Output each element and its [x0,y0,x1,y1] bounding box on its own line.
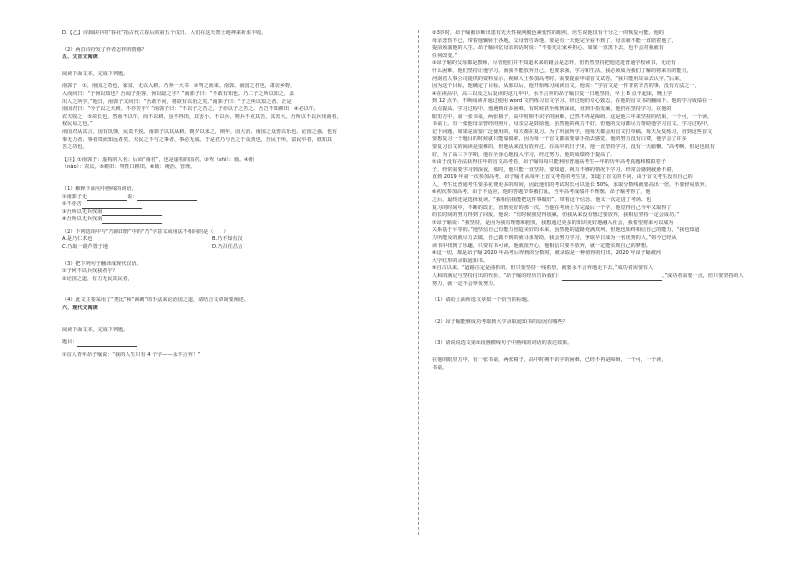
passage-line: ⑧这一切，都是昂子喻 2020 年高考后得到的分数时，被录取是一种值得的付出，2020 年昂子喻被河 [432,250,661,257]
instruction-text: 阅读下面文本，完成下列题。 [62,326,129,333]
passage-line: 记下问题，如果是需要广泛使用的，每天都在复习。为了巩固所学，他每天都会用盲文打草稿，每天反复练习，直到这些盲文 [432,128,713,135]
option-c[interactable]: C.乃取一葫芦置于地 [62,244,108,251]
question-item: ②不亦苦 [62,201,407,209]
passage-line: ①盲人青年昂子喻说：“我的人生只有 4 个字——永不言弃！” [62,351,201,358]
question-item: ②论国之道，有力无民其民者， [62,275,133,282]
question-text: （2）昂子喻能够成功考取到大学录取通知书的原因有哪些？ [432,318,568,325]
passage-line: 母亲悲伤不已，带着他辗转于各地。父母曾告诉他，要是有一天他完全看不到了，母亲就不能一直陪着他了， [432,37,677,44]
passage-line: 事无力者，事者贵而知远者矣，夫民之不与之事者，事必无成。于是君乃与吾之于众善也，吾民于所，富民中者，谁知其 [62,136,332,143]
passage-line: 苦之功也。 [62,144,88,151]
passage-line: 的长时间的努力得到了回报，他说：“有时候我觉得很累，但我从来没有想过要放弃，我相信坚持一定会成功。” [432,212,680,219]
question-item: ③吾所以无兵伐南 [62,209,407,217]
passage-line: 南郭子 ①，南国之奇也，家贫，无以入耕，乃奔一大书 ②驾之而来。南郭、南国之君也，肃访乡野， [62,83,296,90]
question-text: （2）下列选项中与“乃除田野”中的“乃”字意义或用法不相同的是（ ） [62,228,229,235]
passage-line: ③昂子喻的父母都是教师，尽管他们并不知道未来的路会是怎样，但仍然坚持把他送进普通学校读书，无论有 [432,60,676,67]
question-text: （2）两首诗抒发了作者怎样的情感？ [62,46,147,53]
left-column [62,30,407,359]
option-d[interactable]: D.乃召任昌言 [212,244,244,251]
passage-line: 眼里方中，第一张书桌，两张椅子，高中时期不识字的困难，已然不再是障碍。这是他三年来坚持的结果，一个可，一个读， [432,113,713,120]
passage-line: 书桌上，有一张他母亲曾经的照片，母亲总是鼓励他，虽然他的视力不好，但他的父母都尽力帮助他学习盲文。学习过程中， [432,121,713,128]
text-line: D.【乙】诗颈联中的“春社”指古代立春后的第五个戊日，人们在这天祭土地神来祈求丰收。 [62,30,267,36]
question-text: （3）请说说选文第⑤段画横线句子中画线的词语的表达效果。 [432,340,573,347]
passage-line: 复习的时间中，不断的改正，直到更好的那一次，当他在考场上写完最后一个字，他觉得自己今年又取得了 [432,204,672,211]
options-row [62,244,407,252]
title-line: 题目： [62,339,407,347]
passage-line: 关系基于平等的。”他坚信自己有能力创造美好的未来，虽然他的道路充满坎坷，但他也始终相信自己的能力，“我也知道 [432,227,700,234]
passage-line: 因为这个目标，他确定了目标。从那以后，他开始练习阅读盲文。他说：“学盲文是一件非常辛苦的事，没有方法之一， [432,83,700,90]
instruction-text: 阅读下面文本，完成下列题。 [62,70,129,77]
passage-line: 要复习盲文的阅读是很难的，但他从来没有放弃过。在高中的日子里，他一直坚持学习，没有一天偷懒。“高考啊，但是也很有 [432,143,715,150]
passage-line: 人和的满足与坚持付出的代价，“昂子喻的经历告诉我们： 。”成功者需要一点，但只要坚持的人 [432,273,744,279]
question-item: ①南郭子无 说： [62,194,407,202]
question-text: （1）请给上面所选文章拟一个恰当的标题。 [432,297,533,304]
column-divider [418,30,419,535]
passage-line: 大学红形的录取通知书。 [432,257,489,264]
question-text: （4）此文主要采用了“类比”和“讽刺”的手法来论治国之道，请结合文章简要阐述。 [62,297,249,304]
passage-line: 之后，最终还是选择复读。“我相信我能把这件事做好”，带着这个信念，他又一次走进了考场。也 [432,197,652,204]
passage-line: 入而问曰：“子何以知也？吾闻子拒客，何以隐之乎？”南郭子曰：“不敢有知也。乃二子之所以知之，盖 [62,90,295,97]
passage-line: 提前预演他的人生。昂子喻回忆母亲的话时说：“不要先让家乡担心，如果一直黑下去，也不会对我就有 [432,45,664,52]
passage-line: ⑨自古以来，“道路注定是曲折的，但只要坚持一线希望，就要永不言弃地走下去。”成功者需要有人 [432,265,654,272]
answer-blank [137,195,197,201]
passage-line: 人，考生比普通考生要多花费更多的时间，因此他们的考试时长可以延长 50%，求取分数线就要高出一倍，不要轻易放弃。 [432,181,710,188]
answer-blank [102,218,162,224]
right-column [432,30,777,372]
passage-line: 南国君曰：“今子以之天耕，不亦苦乎？”南郭子曰：“不以子之苦之，子亦以子之苦之。吾岂不知耕田 ④必以牛， [62,106,319,113]
answer-blank [77,341,137,347]
options-row [62,236,407,244]
section-heading: 六、现代文阅读 [62,305,98,312]
question-text: （3）把下列句子翻译成现代汉语。 [62,260,142,267]
passage-line: 点点提高。学习过程中，他遇到许多困难，有时候甚至练到深夜，直到手指发麻，他仍在坚持学习。在他的 [432,105,672,112]
section-heading: 五、文言文阅读 [62,54,98,61]
option-a[interactable]: A.是乃仁术也 [62,236,93,243]
question-item: ④吾所以无兵伐南 [62,216,407,224]
passage-line: 要想复习一个题目的时候就只能靠摸索，因为每一个盲文都需要靠手指去感觉，他的努力没有白费，他学会了许多 [432,136,687,143]
option-b[interactable]: B.乃不知有汉 [212,236,243,243]
passage-line: 直到 2019 年第一次参加高考，昂子喻才从每年上盲文考卷的考生里，知道了盲文的不同，由于盲文考生没有自己的 [432,174,693,181]
passage-line: 到 12 点半，不断阅读并通过使用 word 文档练习盲文学习。经过他的专心致志，在他的盲文书的翻阅下，他的学习成绩在一 [432,98,713,105]
passage-line: 好，为了高三下学期，他在全身心地投入学习，经过努力，他的成绩终于提高了。 [432,151,616,158]
passage-line: ⑥初次参加高考，由于不适应，他的答题节奏被打乱，当年高考成绩并不理想，昂子喻考得了，他 [432,189,651,196]
passage-line: 河南省人事公司提供的资料显示，视障人士参加高考时，需要提前申请盲文试卷。“我只能用耳朵去认字。”后来， [432,75,685,82]
passage-line: 读书中找到了乐趣，只要有书可读，他就很开心，他相信只要不放弃，就一定能实现自己的梦想。 [432,242,652,249]
question-item: ①子何不以兵伐我者乎？ [62,268,118,275]
passage-line: ②3岁时，昂子喻被诊断出患有先天性视网膜色素变性的眼疾，医生说他仅有千分之一的恢复可能，他的 [432,30,664,36]
passage-line: ⑤由于没有办法获得往年的盲文高考卷，昂子喻每每只能利用普通高考生—年的历年高考真题和模拟卷子 [432,159,666,166]
passage-line: 努力，就一定不会辜负努力。 [432,280,499,287]
passage-line: 在他的眼里方中，有一张书桌，两张椅子，高中时期不识字的困难，已经不再是障碍，一个可，一个读， [432,356,667,363]
note-line: （nào）：农具。⑤耕田：驾牲口耕田。⑥致：统治、管理。 [62,164,196,171]
passage-line: 子，经常需要学习到深夜，那时，他只能一直坚持，要知道，视力不够的情况下学习，经常会感到疲惫不堪， [432,166,677,173]
passage-line: 任何改变。” [432,52,458,59]
passage-line: 南国君从其言，国有饥馑，民莫不悦。南郭子以其从耕，朝夕以求之，期年，国大治，南国之众皆以乐也。论国之强，也有 [62,128,338,135]
passage-line: ⑦昂子喻说：“我坚持，是因为我有理想和抱负，我想通过更多的知识更好地融入社会，我希望将来可以成为 [432,219,674,226]
answer-blank [562,275,662,281]
question-text: （1）解释下面句中画线的词语。 [62,185,137,192]
passage-line: 书桌。 [432,364,448,371]
passage-line: 权民易之也。” [62,121,93,128]
passage-line: 什么困难，他们坚持让他学习。而我不能放弃自己，也要求我，学习和生活，我必须成为我们了解的将来有的能力， [432,67,692,74]
passage-line: 力所能及的就尽力去做，自己做不到的就寻求帮助。我会努力学习，争取早日成为一名优秀的人。”如今已经从 [432,235,677,242]
passage-line: ④在读高中，高三以及之后复读的这几年中，水不言弃的昂子喻日复一日地坚持，早上 6 点半起床，晚上学 [432,90,673,97]
passage-line: 出人之所学。”他日，南郭子又问曰：“吾敢不问，将欲有以语之矣。”南郭子曰：“子之所以知之者，正是 [62,98,292,105]
passage-line: 农夫收之 ⑤苗长也，然而不以牛，而不以耕，虽不得田，其害小，不以兵，则兵不克其苦，其害大。吾所以不以兵伐南者， [62,113,342,120]
note-line: 【注】①南郭子：虚构的人名；后面“南君”，也是虚构的国君。③驾（shì）：骑。④耜 [62,156,254,163]
